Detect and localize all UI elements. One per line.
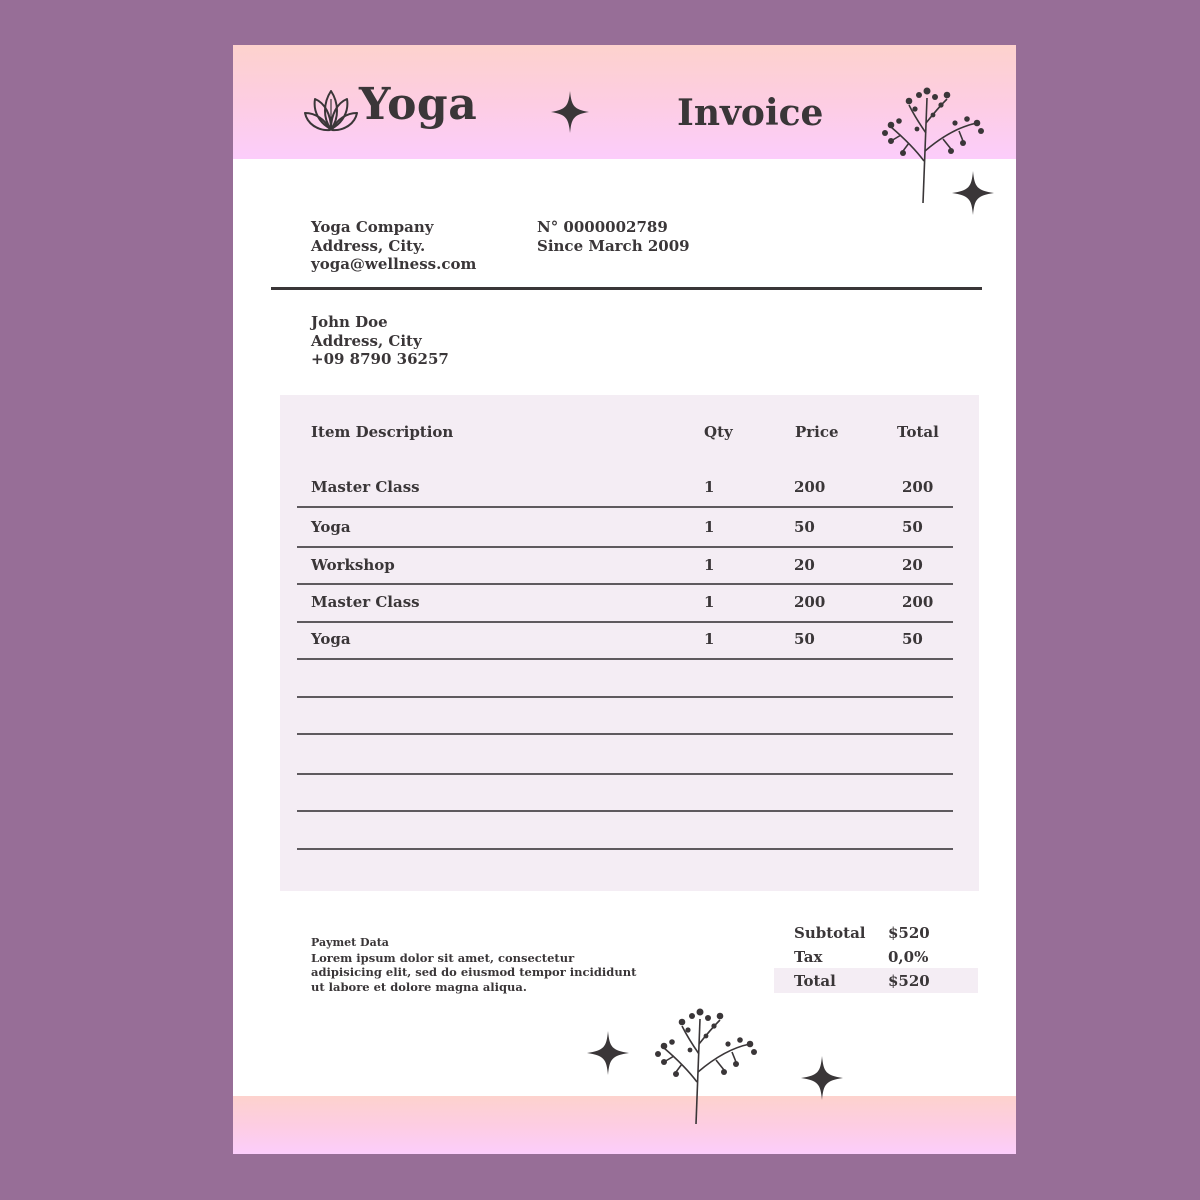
footer-band: [233, 1096, 1016, 1154]
company-email: yoga@wellness.com: [311, 255, 477, 273]
header-price: Price: [795, 423, 839, 441]
row-qty: 1: [704, 518, 715, 536]
empty-row-divider: [297, 733, 953, 735]
row-divider: [297, 621, 953, 623]
client-address: Address, City: [311, 331, 422, 350]
total-label: Total: [794, 972, 836, 990]
row-qty: 1: [704, 630, 715, 648]
client-phone: +09 8790 36257: [311, 350, 449, 368]
empty-row-divider: [297, 810, 953, 812]
sparkle-icon: [551, 91, 589, 133]
tax-label: Tax: [794, 948, 823, 966]
invoice-page: [233, 45, 1016, 1154]
company-info: [311, 218, 476, 274]
company-address: Address, City.: [311, 236, 426, 255]
row-qty: 1: [704, 556, 715, 574]
row-divider: [297, 506, 953, 508]
payment-text: Lorem ipsum dolor sit amet, consectetur adipisicing elit, sed do eiusmod tempor incididunt ut labore et dolore magna aliqua.: [311, 950, 637, 994]
header-description: Item Description: [311, 423, 454, 441]
row-price: 200: [794, 593, 826, 611]
subtotal-label: Subtotal: [794, 924, 866, 942]
company-name: Yoga Company: [311, 218, 434, 236]
payment-info: [311, 936, 641, 994]
lotus-icon: [303, 85, 359, 135]
client-name: John Doe: [311, 313, 388, 331]
row-total: 50: [902, 518, 923, 536]
payment-label: Paymet Data: [311, 936, 389, 949]
row-total: 200: [902, 593, 934, 611]
total-value: $520: [888, 972, 930, 990]
brand-name: Yoga: [359, 79, 478, 130]
row-description: Master Class: [311, 478, 420, 496]
subtotal-value: $520: [888, 924, 930, 942]
divider: [271, 287, 982, 290]
header-total: Total: [897, 423, 939, 441]
client-info: [311, 313, 449, 369]
branch-icon: [652, 1004, 762, 1126]
header-qty: Qty: [704, 423, 733, 441]
row-description: Workshop: [311, 556, 395, 574]
row-qty: 1: [704, 478, 715, 496]
document-title: Invoice: [677, 92, 824, 134]
row-description: Yoga: [311, 518, 351, 536]
row-description: Yoga: [311, 630, 351, 648]
row-price: 200: [794, 478, 826, 496]
sparkle-icon: [587, 1031, 629, 1075]
row-divider: [297, 583, 953, 585]
row-description: Master Class: [311, 593, 420, 611]
row-price: 20: [794, 556, 815, 574]
row-qty: 1: [704, 593, 715, 611]
row-total: 20: [902, 556, 923, 574]
empty-row-divider: [297, 773, 953, 775]
row-total: 50: [902, 630, 923, 648]
sparkle-icon: [801, 1056, 843, 1100]
row-total: 200: [902, 478, 934, 496]
invoice-info: [537, 218, 690, 255]
empty-row-divider: [297, 696, 953, 698]
items-table: [280, 395, 979, 891]
row-price: 50: [794, 630, 815, 648]
sparkle-icon: [952, 171, 994, 215]
row-price: 50: [794, 518, 815, 536]
invoice-number: N° 0000002789: [537, 218, 668, 236]
invoice-since: Since March 2009: [537, 236, 690, 255]
empty-row-divider: [297, 848, 953, 850]
tax-value: 0,0%: [888, 948, 929, 966]
row-divider: [297, 658, 953, 660]
row-divider: [297, 546, 953, 548]
